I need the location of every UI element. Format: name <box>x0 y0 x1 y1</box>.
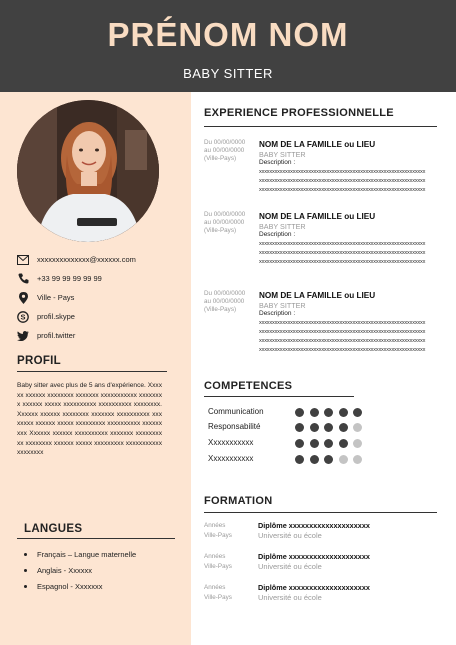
langues-divider <box>17 538 175 539</box>
experience-dates: Du 00/00/0000 au 00/00/0000 (Ville-Pays) <box>204 139 246 162</box>
twitter-text: profil.twitter <box>37 331 76 340</box>
education-entry <box>204 552 440 576</box>
experience-body <box>259 211 441 267</box>
school-name: Université ou école <box>258 562 322 571</box>
experience-body <box>259 139 441 195</box>
rating-dot-filled <box>310 408 319 417</box>
rating-dot-empty <box>339 455 348 464</box>
degree-name: Diplôme xxxxxxxxxxxxxxxxxxxx <box>258 521 370 530</box>
skill-rating <box>295 423 368 432</box>
skill-rating <box>295 408 368 417</box>
description-line: xxxxxxxxxxxxxxxxxxxxxxxxxxxxxxxxxxxxxxxxxxxxxxxxxxxxxxxxxxxxxxxx <box>259 249 426 256</box>
formation-divider <box>204 512 437 513</box>
contact-phone[interactable] <box>17 269 177 288</box>
education-meta: Années Ville-Pays <box>204 522 232 539</box>
description-label: Description : <box>259 159 296 166</box>
position-title: BABY SITTER <box>259 222 306 231</box>
rating-dot-filled <box>324 455 333 464</box>
skype-text: profil.skype <box>37 312 75 321</box>
phone-text: +33 99 99 99 99 99 <box>37 274 102 283</box>
twitter-icon <box>17 330 29 342</box>
profile-photo <box>17 100 159 242</box>
bullet-icon <box>24 553 27 556</box>
skill-row <box>208 420 368 434</box>
skill-row <box>208 452 368 466</box>
contact-twitter[interactable] <box>17 326 177 345</box>
experience-body <box>259 290 441 356</box>
education-meta: Années Ville-Pays <box>204 553 232 570</box>
degree-name: Diplôme xxxxxxxxxxxxxxxxxxxx <box>258 583 370 592</box>
description-line: xxxxxxxxxxxxxxxxxxxxxxxxxxxxxxxxxxxxxxxxxxxxxxxxxxxxxxxxxxxxxxxx <box>259 319 426 326</box>
experience-heading: EXPERIENCE PROFESSIONNELLE <box>204 107 394 119</box>
description-line: xxxxxxxxxxxxxxxxxxxxxxxxxxxxxxxxxxxxxxxxxxxxxxxxxxxxxxxxxxxxxxxx <box>259 328 426 335</box>
rating-dot-filled <box>295 408 304 417</box>
school-name: Université ou école <box>258 531 322 540</box>
rating-dot-filled <box>295 439 304 448</box>
description-line: xxxxxxxxxxxxxxxxxxxxxxxxxxxxxxxxxxxxxxxxxxxxxxxxxxxxxxxxxxxxxxxx <box>259 168 426 175</box>
competences-heading: COMPETENCES <box>204 380 293 392</box>
employer-name: NOM DE LA FAMILLE ou LIEU <box>259 140 376 149</box>
profil-heading: PROFIL <box>17 355 61 367</box>
skill-label: Responsabilité <box>208 422 261 431</box>
experience-entry <box>204 211 440 271</box>
school-name: Université ou école <box>258 593 322 602</box>
job-title: BABY SITTER <box>183 66 273 81</box>
description-line: xxxxxxxxxxxxxxxxxxxxxxxxxxxxxxxxxxxxxxxxxxxxxxxxxxxxxxxxxxxxxxxx <box>259 338 426 345</box>
experience-dates: Du 00/00/0000 au 00/00/0000 (Ville-Pays) <box>204 290 246 313</box>
email-text: xxxxxxxxxxxxxx@xxxxxx.com <box>37 255 136 264</box>
location-text: Ville - Pays <box>37 293 75 302</box>
description-line: xxxxxxxxxxxxxxxxxxxxxxxxxxxxxxxxxxxxxxxxxxxxxxxxxxxxxxxxxxxxxxxx <box>259 187 426 194</box>
list-item: Espagnol - Xxxxxxx <box>24 578 136 594</box>
language-list <box>24 546 136 594</box>
svg-text:S: S <box>20 312 26 322</box>
person-name: PRÉNOM NOM <box>107 16 349 53</box>
description-label: Description : <box>259 231 296 238</box>
rating-dot-filled <box>339 408 348 417</box>
employer-name: NOM DE LA FAMILLE ou LIEU <box>259 291 376 300</box>
rating-dot-empty <box>353 455 362 464</box>
rating-dot-filled <box>295 423 304 432</box>
location-pin-icon <box>17 292 29 304</box>
skill-rating <box>295 439 368 448</box>
skill-row <box>208 405 368 419</box>
experience-dates: Du 00/00/0000 au 00/00/0000 (Ville-Pays) <box>204 211 246 234</box>
rating-dot-filled <box>339 423 348 432</box>
contact-list <box>17 250 177 345</box>
list-item: Anglais - Xxxxxx <box>24 562 136 578</box>
rating-dot-filled <box>310 439 319 448</box>
rating-dot-filled <box>324 408 333 417</box>
formation-heading: FORMATION <box>204 495 273 507</box>
profil-summary: Baby sitter avec plus de 5 ans d'expérience. Xxxxxx xxxxxx xxxxxxxx xxxxxxx xxxxxxxxxxx xxxxxxxx xxxxxx xxxxx xxxxxxxxxx xxxxxxxxxx xxxxxxxx. Xxxxxx xxxxxx xxxxxxxx xxxxxxx xxxxxxxxxx xxxxxxxx xxxxxx xxxxx xxxxxxxxx xxxxxxxxxx xxxxxxxxx Xxxxxx xxxxxx xxxxxxxxxx xxxxxxx xxxxxxxxxx xxxxxxxx xxxxxx xxxxx xxxxxxxxx xxxxxxxxxxx xxxxxxxx <box>17 382 162 457</box>
description-line: xxxxxxxxxxxxxxxxxxxxxxxxxxxxxxxxxxxxxxxxxxxxxxxxxxxxxxxxxxxxxxxx <box>259 240 426 247</box>
skill-label: Communication <box>208 407 264 416</box>
bullet-icon <box>24 585 27 588</box>
rating-dot-filled <box>310 455 319 464</box>
experience-entry <box>204 139 440 199</box>
contact-email[interactable] <box>17 250 177 269</box>
phone-icon <box>17 273 29 285</box>
education-meta: Années Ville-Pays <box>204 584 232 601</box>
description-line: xxxxxxxxxxxxxxxxxxxxxxxxxxxxxxxxxxxxxxxxxxxxxxxxxxxxxxxxxxxxxxxx <box>259 177 426 184</box>
langues-heading: LANGUES <box>24 523 83 535</box>
contact-skype[interactable] <box>17 307 177 326</box>
education-entry <box>204 583 440 607</box>
skill-rating <box>295 455 368 464</box>
experience-divider <box>204 126 437 127</box>
experience-entry <box>204 290 440 360</box>
contact-location <box>17 288 177 307</box>
rating-dot-empty <box>353 423 362 432</box>
description-line: xxxxxxxxxxxxxxxxxxxxxxxxxxxxxxxxxxxxxxxxxxxxxxxxxxxxxxxxxxxxxxxx <box>259 347 426 354</box>
degree-name: Diplôme xxxxxxxxxxxxxxxxxxxx <box>258 552 370 561</box>
competences-divider <box>204 396 354 397</box>
rating-dot-filled <box>324 423 333 432</box>
rating-dot-filled <box>310 423 319 432</box>
rating-dot-filled <box>353 408 362 417</box>
position-title: BABY SITTER <box>259 150 306 159</box>
skill-row <box>208 436 368 450</box>
envelope-icon <box>17 254 29 266</box>
description-line: xxxxxxxxxxxxxxxxxxxxxxxxxxxxxxxxxxxxxxxxxxxxxxxxxxxxxxxxxxxxxxxx <box>259 259 426 266</box>
profil-divider <box>17 371 167 372</box>
rating-dot-filled <box>295 455 304 464</box>
skill-label: Xxxxxxxxxxx <box>208 438 254 447</box>
skype-icon <box>17 311 29 323</box>
rating-dot-empty <box>353 439 362 448</box>
rating-dot-filled <box>324 439 333 448</box>
education-entry <box>204 521 440 545</box>
skill-label: Xxxxxxxxxxx <box>208 454 254 463</box>
description-label: Description : <box>259 310 296 317</box>
employer-name: NOM DE LA FAMILLE ou LIEU <box>259 212 376 221</box>
position-title: BABY SITTER <box>259 301 306 310</box>
bullet-icon <box>24 569 27 572</box>
list-item: Français – Langue maternelle <box>24 546 136 562</box>
rating-dot-filled <box>339 439 348 448</box>
header-banner <box>0 0 456 92</box>
